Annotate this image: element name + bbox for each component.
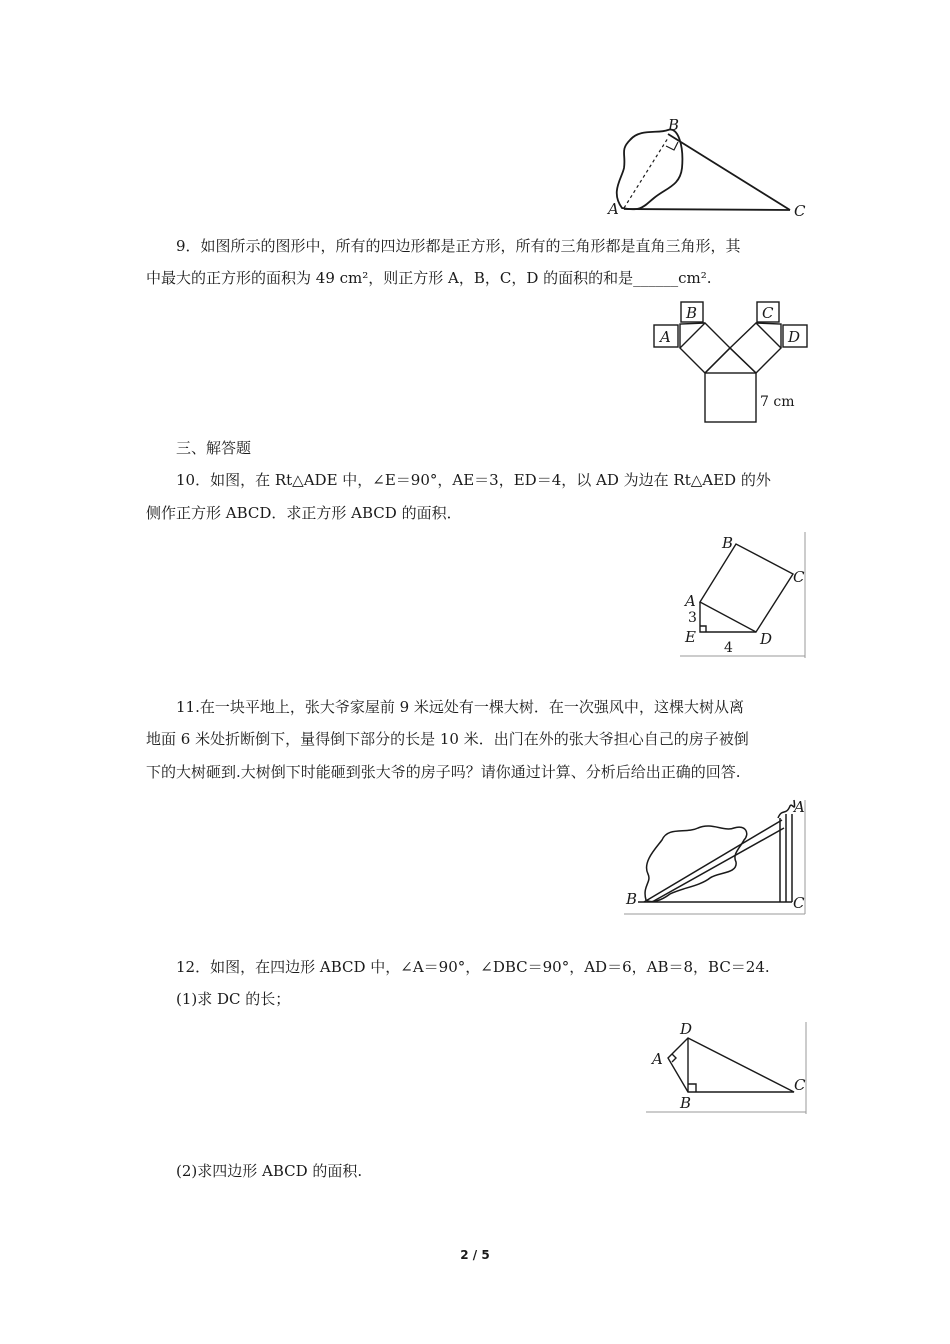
- q10-text-line2: 侧作正方形 ABCD．求正方形 ABCD 的面积．: [146, 504, 462, 522]
- q9-text-line2: 中最大的正方形的面积为 49 cm²，则正方形 A，B，C，D 的面积的和是______cm².: [146, 269, 712, 287]
- fig12-label-a: A: [652, 1050, 663, 1068]
- figure-q9-squares: [646, 296, 816, 426]
- fig10-length-ae: 3: [688, 610, 697, 626]
- fig10-label-b: B: [722, 534, 734, 552]
- figure-q12-quadrilateral: [644, 1020, 810, 1118]
- fig8-label-c: C: [794, 202, 806, 220]
- page-number: 2 / 5: [460, 1248, 490, 1262]
- fig9-label-c: C: [762, 304, 774, 322]
- q10-text-line1: 10．如图，在 Rt△ADE 中，∠E＝90°，AE＝3，ED＝4，以 AD 为边在 Rt△AED 的外: [176, 471, 771, 489]
- figure-q10-square-on-triangle: [680, 530, 810, 660]
- fig8-label-b: B: [668, 116, 680, 134]
- q11-text-line2: 地面 6 米处折断倒下，量得倒下部分的长是 10 米．出门在外的张大爷担心自己的房子被倒: [146, 730, 749, 748]
- fig9-label-b: B: [686, 304, 698, 322]
- fig12-label-d: D: [680, 1020, 693, 1038]
- fig12-label-c: C: [794, 1076, 806, 1094]
- figure-q11-fallen-tree: [622, 790, 812, 918]
- section-title: 三、解答题: [176, 439, 252, 457]
- q12-part1: (1)求 DC 的长；: [176, 990, 291, 1008]
- q11-text-line3: 下的大树砸到.大树倒下时能砸到张大爷的房子吗？请你通过计算、分析后给出正确的回答.: [146, 763, 741, 781]
- fig11-label-a: A: [794, 798, 805, 816]
- q12-part2: (2)求四边形 ABCD 的面积.: [176, 1162, 363, 1180]
- fig10-label-c: C: [793, 568, 805, 586]
- fig10-label-a: A: [685, 592, 696, 610]
- fig9-side-length: 7 cm: [760, 394, 795, 410]
- figure-q8-tree-triangle: [600, 112, 820, 224]
- fig9-label-d: D: [788, 328, 801, 346]
- q12-text-line1: 12．如图，在四边形 ABCD 中，∠A＝90°，∠DBC＝90°，AD＝6，AB＝8，BC＝24.: [176, 958, 770, 976]
- fig10-length-ed: 4: [724, 640, 733, 656]
- fig11-label-b: B: [626, 890, 638, 908]
- fig12-label-b: B: [680, 1094, 692, 1112]
- fig9-label-a: A: [660, 328, 671, 346]
- fig10-label-e: E: [685, 628, 696, 646]
- fig11-label-c: C: [793, 894, 805, 912]
- q9-text-line1: 9．如图所示的图形中，所有的四边形都是正方形，所有的三角形都是直角三角形，其: [176, 237, 741, 255]
- q11-text-line1: 11.在一块平地上，张大爷家屋前 9 米远处有一棵大树．在一次强风中，这棵大树从离: [176, 698, 744, 716]
- fig8-label-a: A: [608, 200, 619, 218]
- fig10-label-d: D: [760, 630, 773, 648]
